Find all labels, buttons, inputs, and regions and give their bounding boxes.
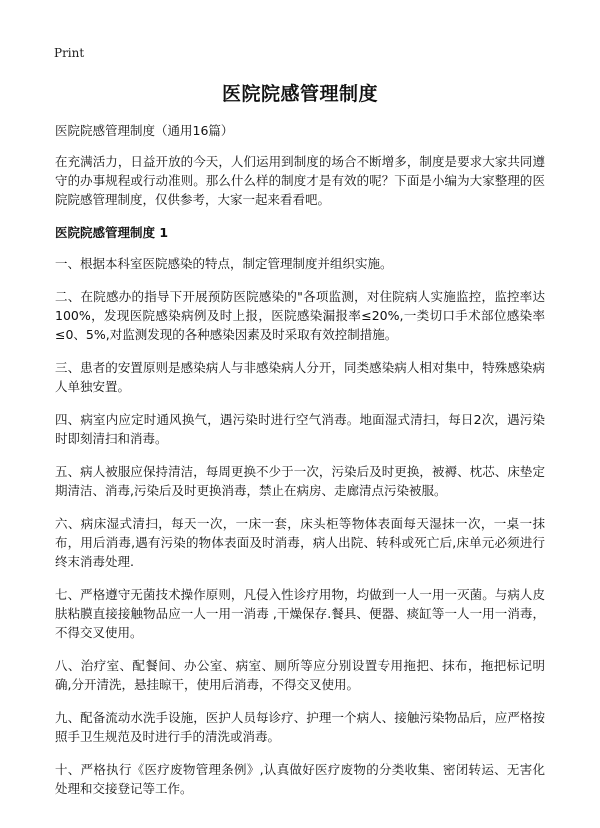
paragraph-3: 三、患者的安置原则是感染病人与非感染病人分开，同类感染病人相对集中，特殊感染病人单独安置。 <box>55 360 545 394</box>
paragraph-10: 十、严格执行《医疗废物管理条例》,认真做好医疗废物的分类收集、密闭转运、无害化处理和交接登记等工作。 <box>55 762 545 796</box>
paragraph-4: 四、病室内应定时通风换气，遇污染时进行空气消毒。地面湿式清扫，每日2次，遇污染时即刻清扫和消毒。 <box>55 412 545 446</box>
section-heading: 医院院感管理制度 1 <box>55 225 169 240</box>
paragraph-list <box>55 254 545 798</box>
paragraph-5: 五、病人被服应保持清洁，每周更换不少于一次，污染后及时更换，被褥、枕芯、床垫定期清洁、消毒,污染后及时更换消毒，禁止在病房、走廊清点污染被服。 <box>55 464 545 498</box>
paragraph-2: 二、在院感办的指导下开展预防医院感染的"各项监测，对住院病人实施监控，监控率达100%，发现医院感染病例及时上报，医院感染漏报率≤20%,一类切口手术部位感染率≤0、5%,对监测发现的各种感染因素及时采取有效控制措施。 <box>55 289 545 342</box>
intro-paragraph: 在充满活力，日益开放的今天，人们运用到制度的场合不断增多，制度是要求大家共同遵守的办事规程或行动准则。那么什么样的制度才是有效的呢？下面是小编为大家整理的医院院感管理制度，仅供参考，大家一起来看看吧。 <box>55 154 545 207</box>
page-title: 医院院感管理制度 <box>221 83 378 105</box>
paragraph-8: 八、治疗室、配餐间、办公室、病室、厕所等应分别设置专用拖把、抹布，拖把标记明确,分开清洗，悬挂晾干，使用后消毒，不得交叉使用。 <box>55 658 545 692</box>
paragraph-1: 一、根据本科室医院感染的特点，制定管理制度并组织实施。 <box>55 256 393 271</box>
document-body <box>55 121 545 812</box>
paragraph-7: 七、严格遵守无菌技术操作原则，凡侵入性诊疗用物，均做到一人一用一灭菌。与病人皮肤粘膜直接接触物品应一人一用一消毒 ,干燥保存.餐具、便器、痰缸等一人一用一消毒，不得交叉使用。 <box>55 587 545 640</box>
print-link[interactable]: Print <box>54 46 85 60</box>
document-subtitle: 医院院感管理制度（通用16篇） <box>55 123 234 138</box>
paragraph-9: 九、配备流动水洗手设施，医护人员每诊疗、护理一个病人、接触污染物品后，应严格按照手卫生规范及时进行手的清洗或消毒。 <box>55 710 545 744</box>
paragraph-6: 六、病床湿式清扫，每天一次，一床一套，床头柜等物体表面每天湿抹一次，一桌一抹布，用后消毒,遇有污染的物体表面及时消毒，病人出院、转科或死亡后,床单元必须进行终末消毒处理. <box>55 516 545 569</box>
